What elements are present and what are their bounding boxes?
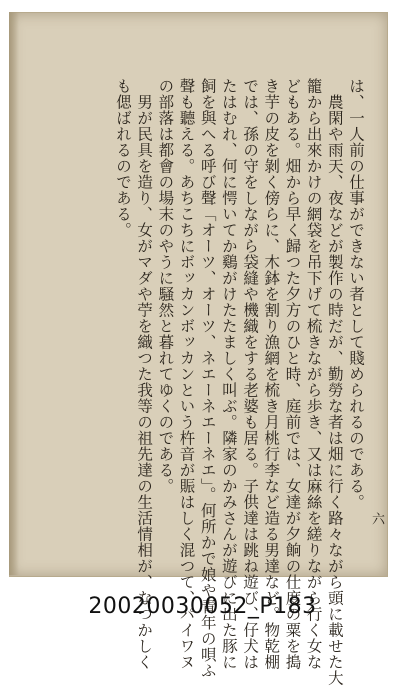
image-id-caption: 20020030052_P183 bbox=[88, 594, 317, 619]
text-column: 飼を與へる呼び聲「オーツ、オーツ、ネエーネエーネエ」。何所かで娘や青年の唄ふ bbox=[198, 78, 217, 679]
text-column: も偲ばれるのである。 bbox=[113, 78, 132, 238]
page-number: 六 bbox=[369, 512, 384, 525]
text-column: の部落は都會の場末のやうに騒然と暮れてゆくのである。 bbox=[156, 78, 175, 494]
text-column: き芋の皮を剝く傍らに、木鉢を割り漁網を梳き月桃行李など造る男達など。物乾棚 bbox=[262, 78, 281, 670]
text-column: は、一人前の仕事ができない者として賤められるのである。 bbox=[347, 78, 365, 510]
text-column: 男が民具を造り、女がマダや苧を織つた我等の祖先達の生活情相が、なつかしく bbox=[135, 94, 154, 670]
text-column: では、孫の守をしながら袋縫や機織をする老婆も居る。子供達は跳ね遊び、仔犬は bbox=[241, 78, 260, 670]
page-spine-shadow bbox=[9, 12, 19, 575]
text-column: どもある。畑から早く歸つた夕方のひと時、庭前では、女達が夕餉の仕度の粟を搗 bbox=[283, 78, 302, 670]
text-column: たはむれ、何に愕いてか鷄がけたたましく叫ぶ。隣家のかみさんが遊びに出た豚に bbox=[219, 78, 238, 670]
text-column: 籠から出來かけの網袋を吊下げて梳きながら歩き、又は麻絲を縒りながら行く女な bbox=[304, 78, 323, 670]
text-column: 農閑や雨天、夜などが製作の時だが、勤勞な者は畑に行く路々ながら頭に載せた大 bbox=[325, 94, 344, 686]
text-column: 聲も聽える。あちこちにボッカンボッカンという杵音が賑はしく混つて、パイワヌ bbox=[177, 78, 196, 670]
